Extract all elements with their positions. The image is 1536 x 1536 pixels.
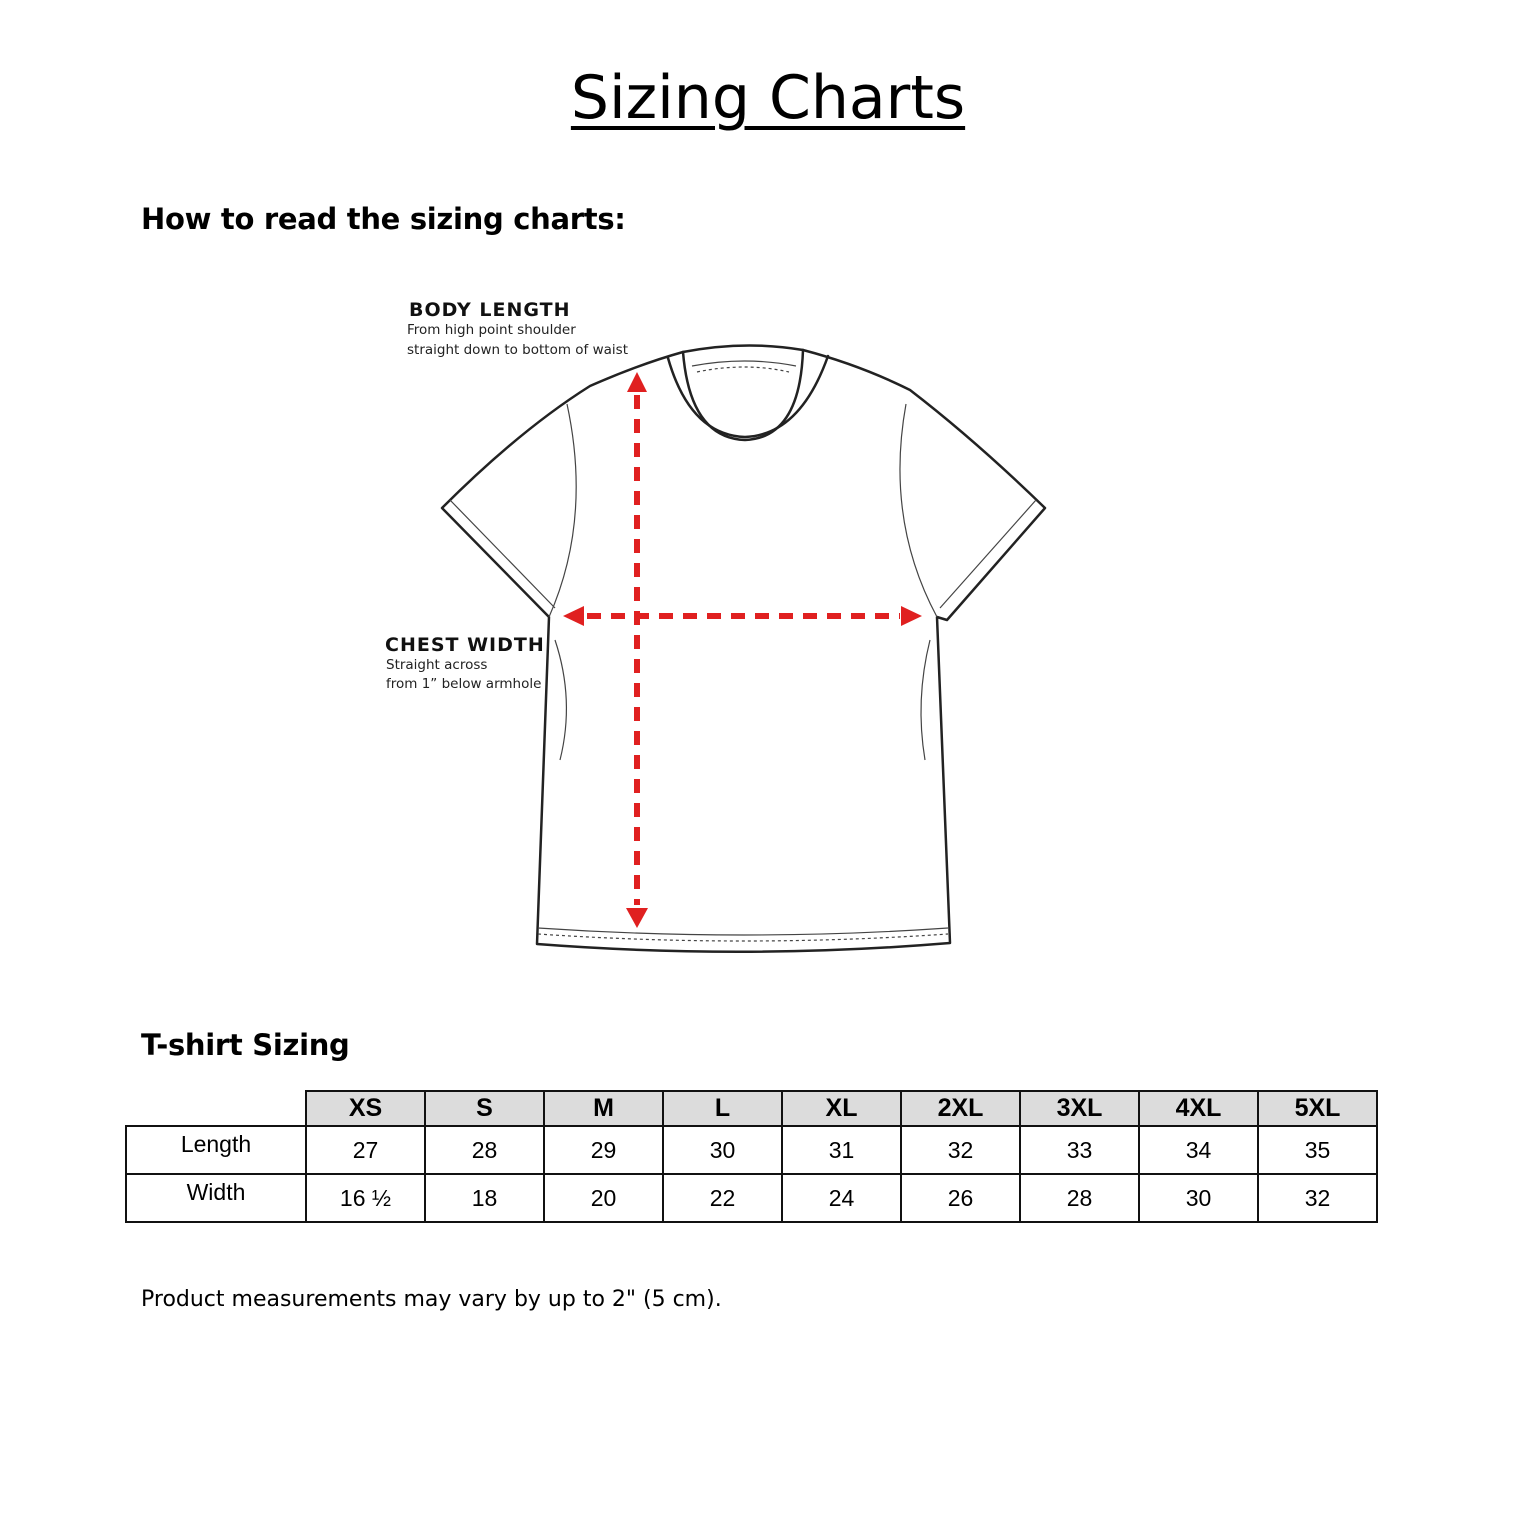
- table-cell: 32: [901, 1126, 1020, 1174]
- table-cell: 35: [1258, 1126, 1377, 1174]
- measurement-note: Product measurements may vary by up to 2" (5 cm).: [141, 1287, 722, 1312]
- corner-cell: [126, 1091, 306, 1126]
- size-header: 2XL: [901, 1091, 1020, 1126]
- table-cell: 18: [425, 1174, 544, 1222]
- table-cell: 28: [1020, 1174, 1139, 1222]
- row-label-width: Width: [126, 1174, 306, 1222]
- body-length-line2: straight down to bottom of waist: [407, 342, 628, 358]
- table-cell: 27: [306, 1126, 425, 1174]
- table-cell: 30: [663, 1126, 782, 1174]
- sizing-table: [125, 1090, 1378, 1223]
- table-cell: 32: [1258, 1174, 1377, 1222]
- chest-width-line2: from 1” below armhole: [386, 676, 542, 692]
- table-cell: 26: [901, 1174, 1020, 1222]
- chest-width-line1: Straight across: [386, 657, 488, 673]
- table-cell: 33: [1020, 1126, 1139, 1174]
- how-to-read-heading: How to read the sizing charts:: [141, 202, 626, 236]
- table-cell: 31: [782, 1126, 901, 1174]
- page-title: Sizing Charts: [570, 63, 966, 133]
- tshirt-sizing-heading: T-shirt Sizing: [141, 1028, 350, 1062]
- table-row: [126, 1126, 1377, 1174]
- size-header: 3XL: [1020, 1091, 1139, 1126]
- size-header: M: [544, 1091, 663, 1126]
- table-cell: 16 ½: [306, 1174, 425, 1222]
- size-header: S: [425, 1091, 544, 1126]
- table-cell: 30: [1139, 1174, 1258, 1222]
- body-length-arrow: [626, 372, 648, 928]
- collar-inner: [683, 345, 803, 352]
- chest-width-heading: CHEST WIDTH: [385, 634, 545, 656]
- row-label-length: Length: [126, 1126, 306, 1174]
- table-cell: 20: [544, 1174, 663, 1222]
- table-cell: 29: [544, 1126, 663, 1174]
- size-header: XS: [306, 1091, 425, 1126]
- table-row: [126, 1174, 1377, 1222]
- chest-width-arrow: [563, 606, 922, 626]
- table-cell: 24: [782, 1174, 901, 1222]
- body-length-line1: From high point shoulder: [407, 322, 576, 338]
- size-header: XL: [782, 1091, 901, 1126]
- table-cell: 28: [425, 1126, 544, 1174]
- size-header: L: [663, 1091, 782, 1126]
- table-cell: 34: [1139, 1126, 1258, 1174]
- size-header: 4XL: [1139, 1091, 1258, 1126]
- size-header-row: [126, 1091, 1377, 1126]
- body-length-heading: BODY LENGTH: [409, 299, 571, 321]
- table-cell: 22: [663, 1174, 782, 1222]
- size-header: 5XL: [1258, 1091, 1377, 1126]
